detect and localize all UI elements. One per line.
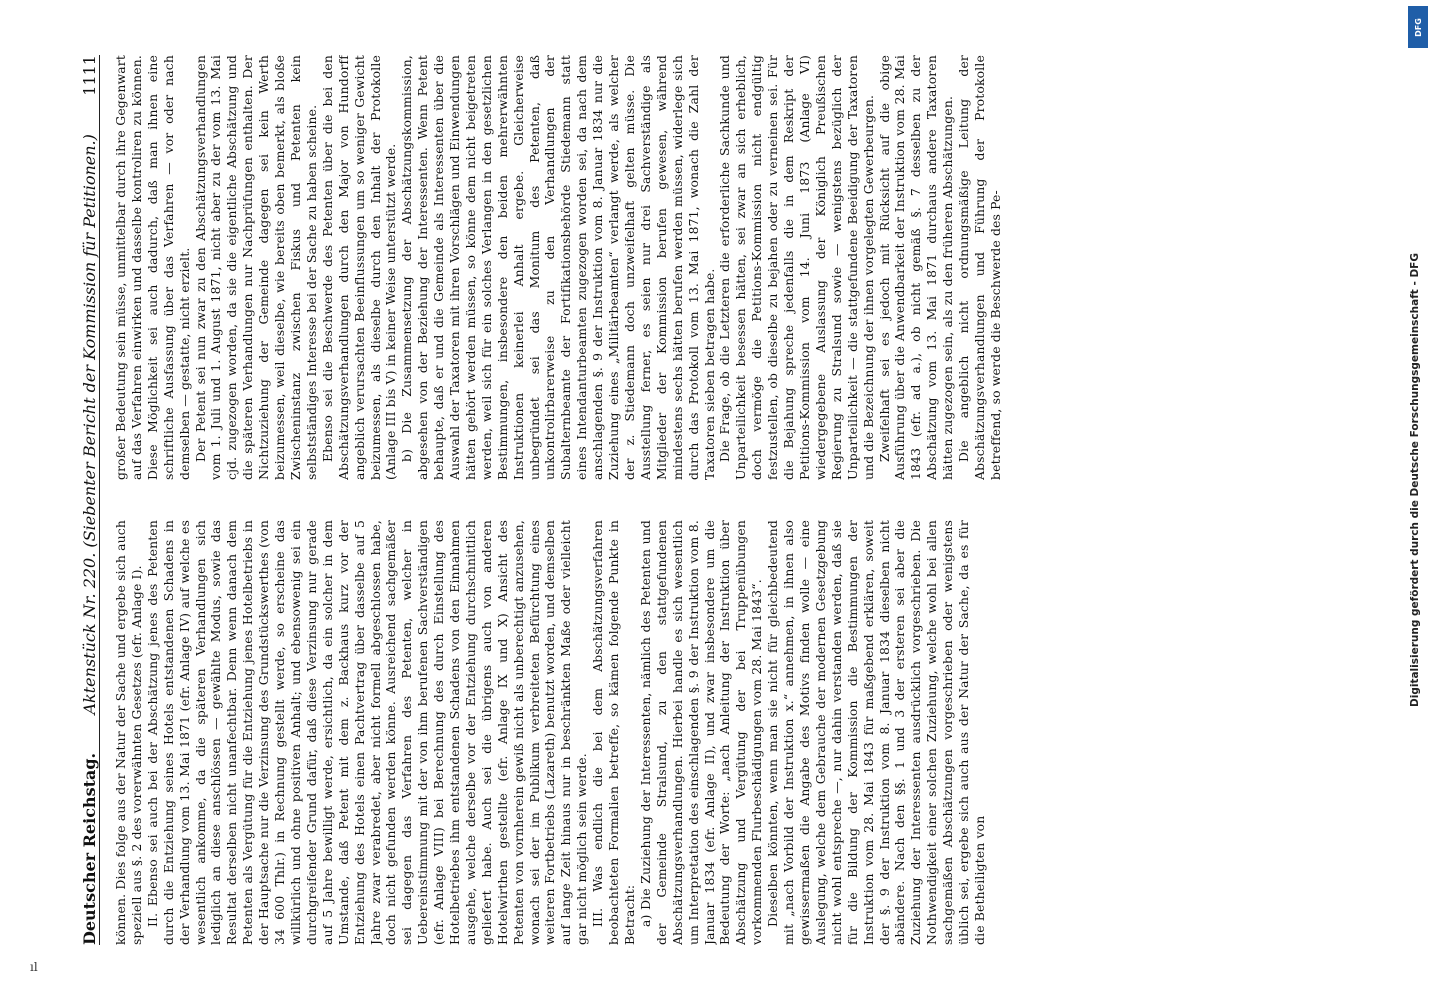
right-text-column	[113, 55, 1353, 480]
header-left-title: Deutscher Reichstag.	[80, 752, 99, 945]
paragraph: Ebenso sei die Beschwerde des Petenten über die bei den Abschätzungsverhandlungen durch den Major von Hundorff angeblich verursachten Beeinflussungen um so weniger Gewicht beizumessen, als dieselbe durch den Inhalt der Protokolle (Anlage III bis V) in keiner Weise unterstützt werde.	[319, 55, 399, 480]
paragraph: können. Dies folge aus der Natur der Sache und ergebe sich auch speziell aus §. 2 des vorerwähnten Gesetzes (efr. Anlage I).	[113, 520, 144, 945]
header-center-title: Aktenstück Nr. 220. (Siebenter Bericht der Kommission für Petitionen.)	[80, 134, 99, 715]
dfg-logo: DFG	[1408, 6, 1428, 48]
rotated-document-page	[51, 35, 1381, 965]
paragraph: Dieselben könnten, wenn man sie nicht für gleichbedeutend mit „nach Vorbild der Instruktion x.“ annehmen, in ihnen also gewissermaßen die Angabe des Motivs finden wolle — eine Auslegung, welche dem Gebrauche der modernen Gesetzgebung nicht wohl entspreche —, nur dahin verstanden werden, daß sie für die Bildung der Kommission die Bestimmungen der Instruktion vom 28. Mai 1843 für maßgebend erklären, soweit der §. 9 der Instruktion vom 8. Januar 1834 dieselben nicht abändere. Nach den §§. 1 und 3 der ersteren sei aber die Zuziehung der Interessenten ausdrücklich vorgeschrieben. Die Nothwendigkeit einer solchen Zuziehung, welche wohl bei allen sachgemäßen Abschätzungen vorgeschrieben oder wenigstens üblich sei, ergebe sich auch aus der Natur der Sache, da es für die Betheiligten von	[765, 520, 987, 945]
paragraph: Die angeblich nicht ordnungsmäßige Leitung der Abschätzungsverhandlungen und Führung der Protokolle betreffend, so werde die Beschwerde des Pe-	[956, 55, 1003, 480]
paragraph: a) Die Zuziehung der Interessenten, nämlich des Petenten und der Gemeinde Stralsund, zu den stattgefundenen Abschätzungsverhandlungen. Hierbei handle es sich wesentlich um Interpretation des einschlagenden §. 9 der Instruktion vom 8. Januar 1834 (efr. Anlage II), und zwar insbesondere um die Bedeutung der Worte: „nach Anleitung der Instruktion über Abschätzung und Vergütung der bei Truppenübungen vorkommenden Flurbeschädigungen vom 28. Mai 1843“.	[637, 520, 765, 945]
paragraph: II. Ebenso sei auch bei der Abschätzung jenes des Petenten durch die Entziehung seines Hotels entstandenen Schadens in der Verhandlung vom 13. Mai 1871 (efr. Anlage IV) auf welche es wesentlich ankomme, da die späteren Verhandlungen sich lediglich an diese anschlössen — gewählte Modus, sowie das Resultat derselben nicht unanfechtbar. Denn wenn danach dem Petenten als Vergütung für die Entziehung jenes Hotelbetriebs in der Hauptsache nur die Verzinsung des Grundstückswerthes (von 34 600 Thlr.) in Rechnung gestellt werde, so erscheine das willkürlich und ohne positiven Anhalt; und ebensowenig sei ein durchgreifender Grund dafür, daß diese Verzinsung nur gerade auf 5 Jahre bewilligt werde, ersichtlich, da ein solcher in dem Umstande, daß Petent mit dem z. Backhaus kurz vor der Entziehung des Hotels einen Pachtvertrag über dasselbe auf 5 Jahre zwar verabredet, aber nicht formell abgeschlossen habe, doch nicht gefunden werden könne. Ausreichend sachgemäßer sei dagegen das Verfahren des Petenten, welcher in Uebereinstimmung mit der von ihm berufenen Sachverständigen (efr. Anlage VIII) bei Berechnung des durch Einstellung des Hotelbetriebes ihm entstandenen Schadens von den Einnahmen ausgehe, welche derselbe vor der Entziehung durchschnittlich geliefert habe. Auch sei die übrigens auch von anderen Hotelwirthen gestellte (efr. Anlage IX und X) Ansicht des Petenten von vornherein gewiß nicht als unberechtigt anzusehen, wonach sei der im Publikum verbreiteten Befürchtung eines weiteren Fortbetriebs (Lazareth) benutzt worden, und demselben auf lange Zeit hinaus nur in beschränkten Maße oder vielleicht gar nicht möglich sein werde.	[144, 520, 590, 945]
paragraph: Die Frage, ob die Letzteren die erforderliche Sachkunde und Unparteilichkeit besessen hätten, sei zwar an sich erheblich, doch vermöge die Petitions-Kommission nicht endgültig festzustellen, ob dieselbe zu bejahen oder zu verneinen sei. Für die Bejahung spreche jedenfalls die in dem Reskript der Petitions-Kommission vom 14. Juni 1873 (Anlage VI) wiedergegebene Auslassung der Königlich Preußischen Regierung zu Stralsund sowie — wenigstens bezüglich der Unparteilichkeit — die stattgefundene Beeidigung der Taxatoren und die Bezeichnung der ihnen vorgelegten Gewerbeurgen.	[717, 55, 876, 480]
paragraph: III. Was endlich die bei dem Abschätzungsverfahren beobachteten Formalien betreffe, so kämen folgende Punkte in Betracht:	[590, 520, 637, 945]
left-text-column	[113, 520, 1353, 945]
paragraph: Der Petent sei nun zwar zu den Abschätzungsverhandlungen vom 1. Juli und 1. August 1871, nicht aber zu der vom 13. Mai cjd. zugezogen worden, da sie die eigentliche Abschätzung und die späteren Verhandlungen nur Nachprüfungen enthalten. Der Nichtzuziehung der Gemeinde dagegen sei kein Werth beizumessen, weil dieselbe, wie bereits oben bemerkt, als bloße Zwischeninstanz zwischen Fiskus und Petenten kein selbstständiges Interesse bei der Sache zu haben scheine.	[192, 55, 319, 480]
digitization-credit	[1402, 30, 1428, 930]
paragraph: großer Bedeutung sein müsse, unmittelbar durch ihre Gegenwart auf das Verfahren einwirken und dasselbe kontroliren zu können. Diese Möglichkeit sei auch dadurch, daß man ihnen eine schriftliche Ausfassung über das Verfahren — vor oder nach demselben — gestatte, nicht erzielt.	[113, 55, 192, 480]
digitization-credit-text: Digitalisierung gefördert durch die Deutsche Forschungsgemeinschaft - DFG	[1409, 253, 1421, 707]
page-header	[71, 55, 100, 945]
header-page-number: 1111	[80, 55, 99, 96]
scan-edge-mark: ıl	[30, 960, 38, 974]
paragraph: b) Die Zusammensetzung der Abschätzungskommission, abgesehen von der Beziehung der Interessenten. Wenn Petent behaupte, daß er und die Gemeinde als Interessenten über die Auswahl der Taxatoren mit ihren Vorschlägen und Einwendungen hätten gehört werden müssen, so könne dem nicht beigetreten werden, weil sich für ein solches Verlangen in den gesetzlichen Bestimmungen, insbesondere den beiden mehrerwähnten Instruktionen keinerlei Anhalt ergebe. Gleicherweise unbegründet sei das Monitum des Petenten, daß unkontrolirbarerweise zu den Verhandlungen der Subalternbeamte der Fortifikationsbehörde Stiedemann statt eines Intendanturbeamten zugezogen worden sei, da nach dem anschlagenden §. 9 der Instruktion vom 8. Januar 1834 nur die Zuziehung eines „Militärbeamten“ verlangt werde, als welcher der z. Stiedemann doch unzweifelhaft gelten müsse. Die Ausstellung ferner, es seien nur drei Sachverständige als Mitglieder der Kommission berufen gewesen, während mindestens sechs hätten berufen werden müssen, widerlege sich durch das Protokoll vom 13. Mai 1871, wonach die Zahl der Taxatoren sieben betragen habe.	[399, 55, 717, 480]
paragraph: Zweifelhaft sei es jedoch mit Rücksicht auf die obige Ausführung über die Anwendbarkeit der Instruktion vom 28. Mai 1843 (efr. ad a.), ob nicht gemäß §. 7 desselben zu der Abschätzung vom 13. Mai 1871 durchaus andere Taxatoren hätten zugezogen sein, als zu den früheren Abschätzungen.	[876, 55, 956, 480]
